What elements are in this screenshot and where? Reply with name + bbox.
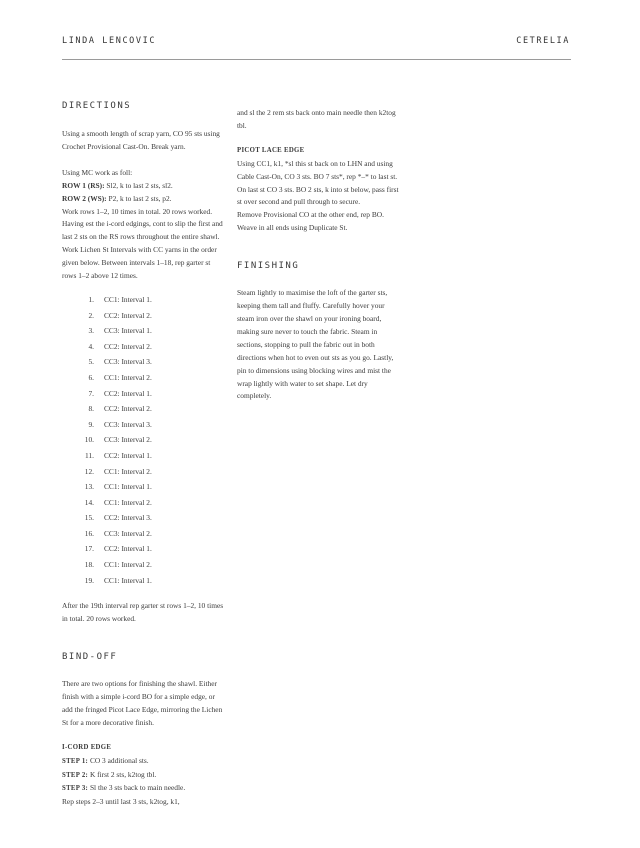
interval-text: CC1: Interval 2. xyxy=(104,466,152,476)
interval-text: CC3: Interval 1. xyxy=(104,326,152,336)
step-1-label: STEP 1: xyxy=(62,757,89,765)
interval-number: 14. xyxy=(84,497,94,507)
row-1-instruction xyxy=(62,180,224,193)
picot-step-3: Remove Provisional CO at the other end, rep BO. xyxy=(237,210,384,220)
step-3-label: STEP 3: xyxy=(62,785,89,793)
interval-number: 9. xyxy=(88,419,94,429)
left-column xyxy=(62,99,224,809)
row-1-label: ROW 1 (RS): xyxy=(62,180,105,190)
interval-text: CC3: Interval 2. xyxy=(104,528,152,538)
interval-item xyxy=(62,479,224,495)
interval-number: 2. xyxy=(88,310,94,320)
interval-text: CC2: Interval 3. xyxy=(104,513,152,523)
picot-lace-edge-title: PICOT LACE EDGE xyxy=(237,146,305,154)
interval-text: CC2: Interval 1. xyxy=(104,450,152,460)
row-2-text: P2, k to last 2 sts, p2. xyxy=(106,193,172,203)
icord-repeat: Rep steps 2–3 until last 3 sts, k2tog, k1, xyxy=(62,797,180,807)
interval-number: 3. xyxy=(88,326,94,336)
interval-item xyxy=(62,526,224,542)
step-1-text: CO 3 additional sts. xyxy=(88,755,149,765)
bind-off-options: There are two options for finishing the shawl. Either finish with a simple i-cord BO for a simple edge, or add the fringed Picot Lace Edge, mirroring the Lichen St for a more decorative finish. xyxy=(62,679,223,727)
interval-item xyxy=(62,354,224,370)
interval-number: 16. xyxy=(84,528,94,538)
interval-item xyxy=(62,464,224,480)
interval-item xyxy=(62,573,224,589)
interval-text: CC1: Interval 2. xyxy=(104,560,152,570)
picot-step-1: Using CC1, k1, *sl this st back on to LHN and using Cable Cast-On, CO 3 sts. BO 7 sts*, rep *–* to last st. xyxy=(237,158,398,181)
step-3 xyxy=(62,782,224,796)
step-2 xyxy=(62,769,224,783)
interval-text: CC3: Interval 2. xyxy=(104,435,152,445)
interval-text: CC2: Interval 1. xyxy=(104,388,152,398)
interval-number: 7. xyxy=(88,388,94,398)
interval-list xyxy=(62,292,224,588)
interval-item xyxy=(62,448,224,464)
interval-number: 19. xyxy=(84,575,94,585)
directions-icord-edging: Having est the i-cord edgings, cont to slip the first and last 2 sts on the RS rows throughout the entire shawl. xyxy=(62,219,223,242)
interval-number: 11. xyxy=(85,450,94,460)
interval-item xyxy=(62,386,224,402)
interval-item xyxy=(62,308,224,324)
row-2-label: ROW 2 (WS): xyxy=(62,193,107,203)
interval-number: 13. xyxy=(84,482,94,492)
bind-off-title: BIND-OFF xyxy=(62,652,118,663)
row-1-text: Sl2, k to last 2 sts, sl2. xyxy=(104,180,173,190)
interval-item xyxy=(62,510,224,526)
directions-repeat: Work rows 1–2, 10 times in total. 20 rows worked. xyxy=(62,206,213,216)
step-1 xyxy=(62,755,224,769)
header-author: LINDA LENCOVIC xyxy=(62,36,157,46)
picot-step-4: Weave in all ends using Duplicate St. xyxy=(237,223,348,233)
interval-text: CC2: Interval 2. xyxy=(104,341,152,351)
interval-item xyxy=(62,557,224,573)
directions-lichen-intervals: Work Lichen St Intervals with CC yarns in the order given below. Between intervals 1–18, rep garter st rows 1–2 above 12 times. xyxy=(62,245,217,281)
interval-text: CC2: Interval 1. xyxy=(104,544,152,554)
interval-number: 10. xyxy=(84,435,94,445)
interval-item xyxy=(62,495,224,511)
interval-text: CC2: Interval 2. xyxy=(104,404,152,414)
icord-edge-title: I-CORD EDGE xyxy=(62,743,112,751)
directions-cast-on: Using a smooth length of scrap yarn, CO 95 sts using Crochet Provisional Cast-On. Break yarn. xyxy=(62,129,220,151)
finishing-instructions: Steam lightly to maximise the loft of the garter sts, keeping them tall and fluffy. Carefully hover your steam iron over the shawl on your ironing board, making sure never to touch the fabric. Steam in sections, stopping to pull the fabric out in both directions when hot to even out sts as you go. Lastly, pin to dimensions using blocking wires and mist the wrap lightly with water to set shape. Let dry completely. xyxy=(237,288,394,401)
interval-number: 1. xyxy=(88,294,94,304)
interval-number: 15. xyxy=(84,513,94,523)
interval-item xyxy=(62,370,224,386)
picot-step-2: On last st CO 3 sts. BO 2 sts, k into st below, pass first st over second and pull through to secure. xyxy=(237,184,399,207)
directions-title: DIRECTIONS xyxy=(62,101,132,111)
finishing-title: FINISHING xyxy=(237,261,300,272)
step-3-text: Sl the 3 sts back to main needle. xyxy=(88,783,186,793)
interval-item xyxy=(62,401,224,417)
interval-text: CC3: Interval 3. xyxy=(104,419,152,429)
interval-number: 5. xyxy=(88,357,94,367)
interval-number: 18. xyxy=(84,560,94,570)
interval-text: CC1: Interval 1. xyxy=(104,482,152,492)
interval-item xyxy=(62,541,224,557)
interval-number: 12. xyxy=(84,466,94,476)
interval-text: CC1: Interval 2. xyxy=(104,497,152,507)
step-2-label: STEP 2: xyxy=(62,771,89,779)
interval-item xyxy=(62,323,224,339)
interval-text: CC1: Interval 2. xyxy=(104,372,152,382)
interval-item xyxy=(62,339,224,355)
interval-item xyxy=(62,292,224,308)
interval-text: CC2: Interval 2. xyxy=(104,310,152,320)
interval-number: 17. xyxy=(84,544,94,554)
interval-number: 4. xyxy=(88,341,94,351)
interval-text: CC3: Interval 3. xyxy=(104,357,152,367)
interval-text: CC1: Interval 1. xyxy=(104,575,152,585)
interval-text: CC1: Interval 1. xyxy=(104,294,152,304)
interval-number: 8. xyxy=(88,404,94,414)
header-pattern-name: CETRELIA xyxy=(516,36,570,46)
header-divider xyxy=(62,59,571,60)
right-column xyxy=(237,107,399,403)
row-2-instruction xyxy=(62,193,224,206)
icord-continuation: and sl the 2 rem sts back onto main needle then k2tog tbl. xyxy=(237,108,396,130)
directions-mc-intro: Using MC work as foll: xyxy=(62,167,133,177)
interval-number: 6. xyxy=(88,372,94,382)
interval-item xyxy=(62,417,224,433)
interval-item xyxy=(62,432,224,448)
step-2-text: K first 2 sts, k2tog tbl. xyxy=(88,769,157,779)
directions-final-garter: After the 19th interval rep garter st rows 1–2, 10 times in total. 20 rows worked. xyxy=(62,601,224,624)
